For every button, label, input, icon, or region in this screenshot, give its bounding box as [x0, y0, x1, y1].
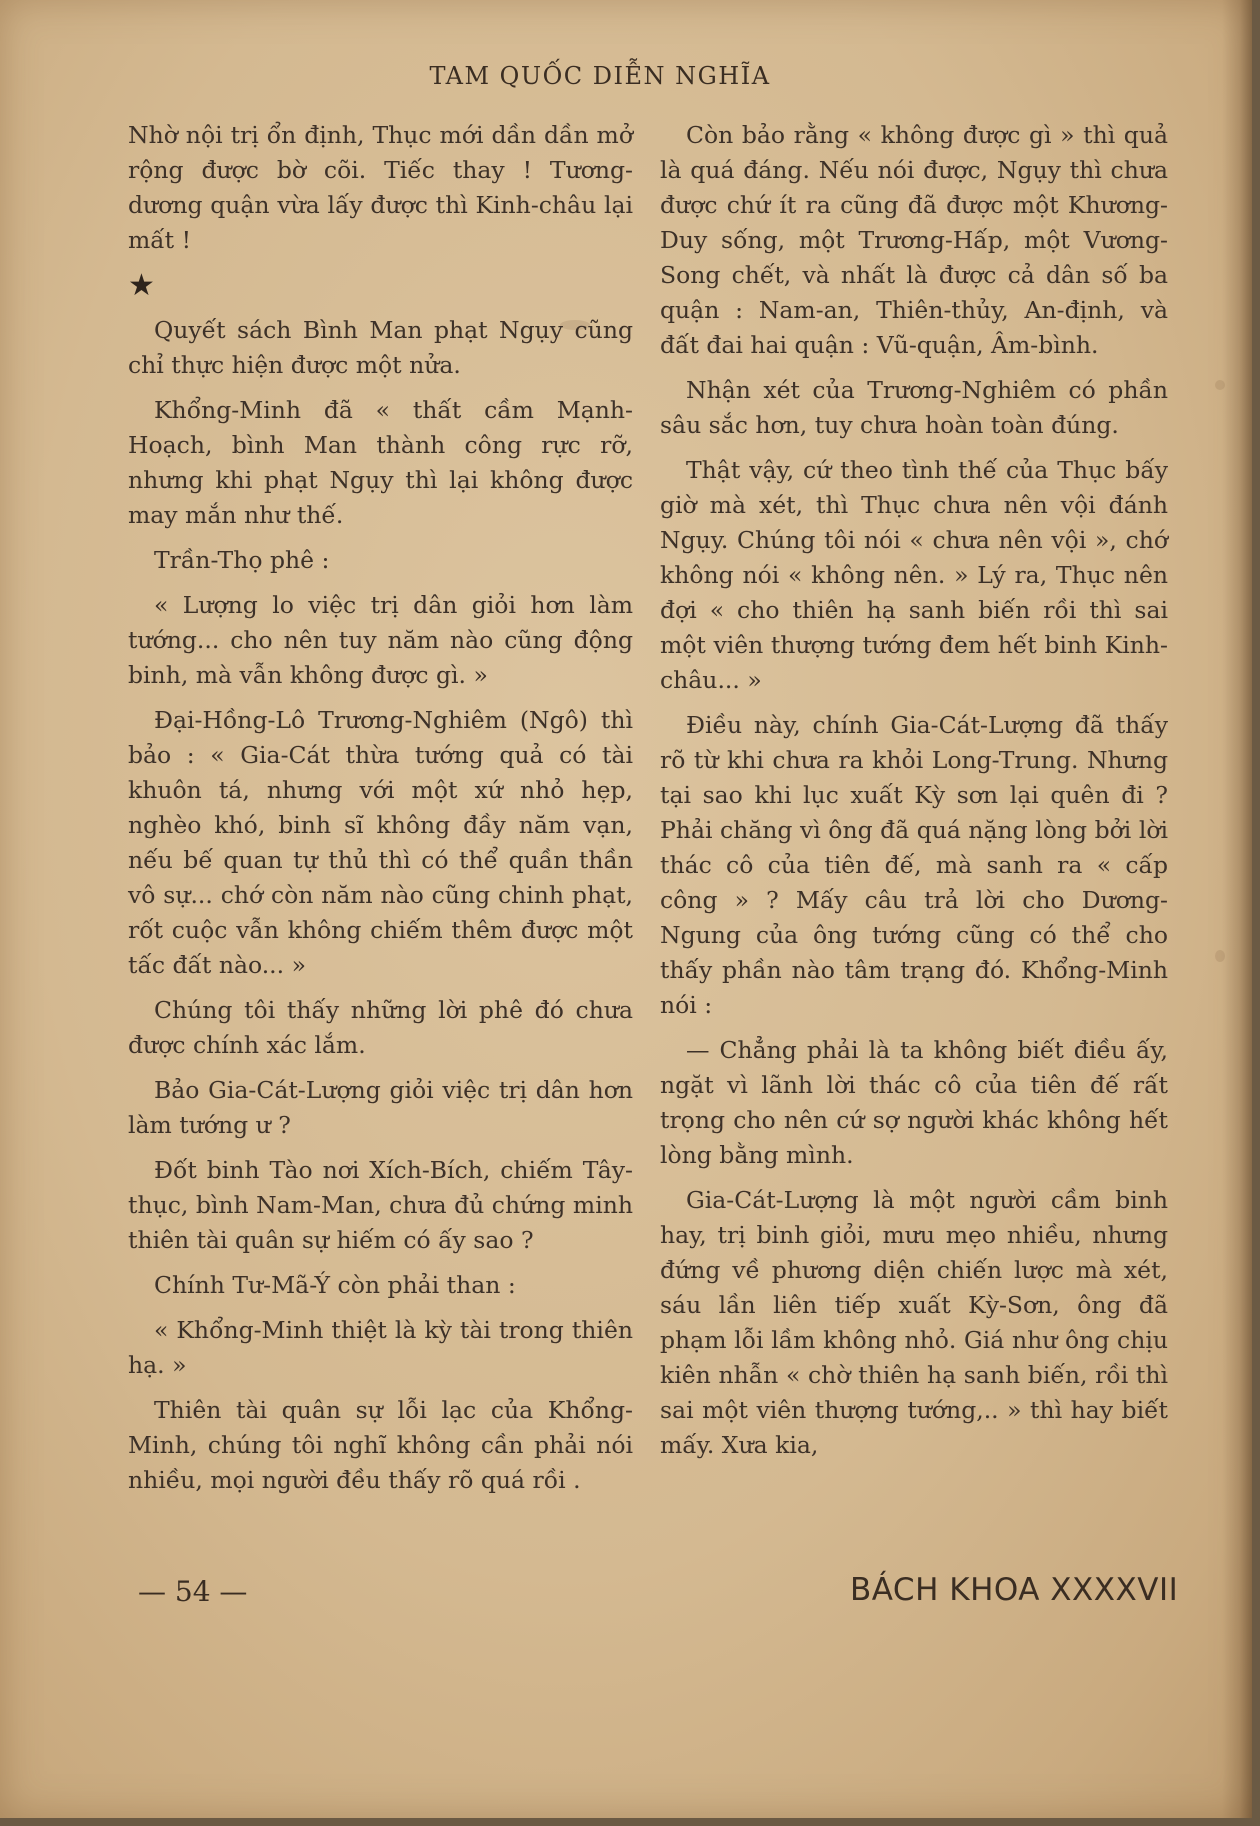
paragraph: Thật vậy, cứ theo tình thế của Thục bấy giờ mà xét, thì Thục chưa nên vội đánh Ngụy. Chúng tôi nói « chưa nên vội », chớ không nói « không nên. » Lý ra, Thục nên đợi « cho thiên hạ sanh biến rồi thì sai một viên thượng tướng đem hết binh Kinh-châu... »: [660, 456, 1168, 694]
page-edge-shadow: [1222, 0, 1252, 1818]
paragraph: Quyết sách Bình Man phạt Ngụy cũng chỉ thực hiện được một nửa.: [128, 316, 633, 379]
paragraph: Chính Tư-Mã-Ý còn phải than :: [154, 1271, 516, 1299]
paragraph: Nhận xét của Trương-Nghiêm có phần sâu sắc hơn, tuy chưa hoàn toàn đúng.: [660, 376, 1168, 439]
right-column: [660, 118, 1168, 1473]
paragraph: Bảo Gia-Cát-Lượng giỏi việc trị dân hơn làm tướng ư ?: [128, 1076, 633, 1139]
paper-stain: [1215, 950, 1225, 962]
paragraph: Gia-Cát-Lượng là một người cầm binh hay, trị binh giỏi, mưu mẹo nhiều, nhưng đứng về phương diện chiến lược mà xét, sáu lần liên tiếp xuất Kỳ-Sơn, ông đã phạm lỗi lầm không nhỏ. Giá như ông chịu kiên nhẫn « chờ thiên hạ sanh biến, rồi thì sai một viên thượng tướng,.. » thì hay biết mấy. Xưa kia,: [660, 1186, 1168, 1459]
paragraph: Nhờ nội trị ổn định, Thục mới dần dần mở rộng được bờ cõi. Tiếc thay ! Tương-dương quận vừa lấy được thì Kinh-châu lại mất !: [128, 121, 633, 254]
paragraph: Còn bảo rằng « không được gì » thì quả là quá đáng. Nếu nói được, Ngụy thì chưa được chứ ít ra cũng đã được một Khương-Duy sống, một Trương-Hấp, một Vương-Song chết, và nhất là được cả dân số ba quận : Nam-an, Thiên-thủy, An-định, và đất đai hai quận : Vũ-quận, Âm-bình.: [660, 121, 1168, 359]
paragraph: « Lượng lo việc trị dân giỏi hơn làm tướng... cho nên tuy năm nào cũng động binh, mà vẫn không được gì. »: [128, 591, 633, 689]
paragraph: — Chẳng phải là ta không biết điều ấy, ngặt vì lãnh lời thác cô của tiên đế rất trọng cho nên cứ sợ người khác không hết lòng bằng mình.: [660, 1036, 1168, 1169]
page-number: — 54 —: [138, 1575, 248, 1608]
left-column: [128, 118, 633, 1508]
paragraph: Đại-Hồng-Lô Trương-Nghiêm (Ngô) thì bảo : « Gia-Cát thừa tướng quả có tài khuôn tá, nhưng với một xứ nhỏ hẹp, nghèo khó, binh sĩ không đầy năm vạn, nếu bế quan tự thủ thì có thể quần thần vô sự... chớ còn năm nào cũng chinh phạt, rốt cuộc vẫn không chiếm thêm được một tấc đất nào... »: [128, 706, 633, 979]
paragraph: Trần-Thọ phê :: [154, 546, 330, 574]
paragraph: Chúng tôi thấy những lời phê đó chưa được chính xác lắm.: [128, 996, 633, 1059]
paragraph: Thiên tài quân sự lỗi lạc của Khổng-Minh, chúng tôi nghĩ không cần phải nói nhiều, mọi người đều thấy rõ quá rồi .: [128, 1396, 633, 1494]
paragraph: Đốt binh Tào nơi Xích-Bích, chiếm Tây-thục, bình Nam-Man, chưa đủ chứng minh thiên tài quân sự hiếm có ấy sao ?: [128, 1156, 633, 1254]
star-icon: ★: [128, 268, 155, 303]
paragraph: Khổng-Minh đã « thất cầm Mạnh-Hoạch, bình Man thành công rực rỡ, nhưng khi phạt Ngụy thì lại không được may mắn như thế.: [128, 396, 633, 529]
paper-stain: [1215, 380, 1225, 390]
running-header: TAM QUỐC DIỄN NGHĨA: [429, 62, 771, 90]
magazine-issue: BÁCH KHOA XXXXVII: [850, 1572, 1179, 1608]
paragraph: Điều này, chính Gia-Cát-Lượng đã thấy rõ từ khi chưa ra khỏi Long-Trung. Nhưng tại sao khi lục xuất Kỳ sơn lại quên đi ? Phải chăng vì ông đã quá nặng lòng bởi lời thác cô của tiên đế, mà sanh ra « cấp công » ? Mấy câu trả lời cho Dương-Ngung của ông tướng cũng có thể cho thấy phần nào tâm trạng đó. Khổng-Minh nói :: [660, 711, 1168, 1019]
paragraph: « Khổng-Minh thiệt là kỳ tài trong thiên hạ. »: [128, 1316, 633, 1379]
